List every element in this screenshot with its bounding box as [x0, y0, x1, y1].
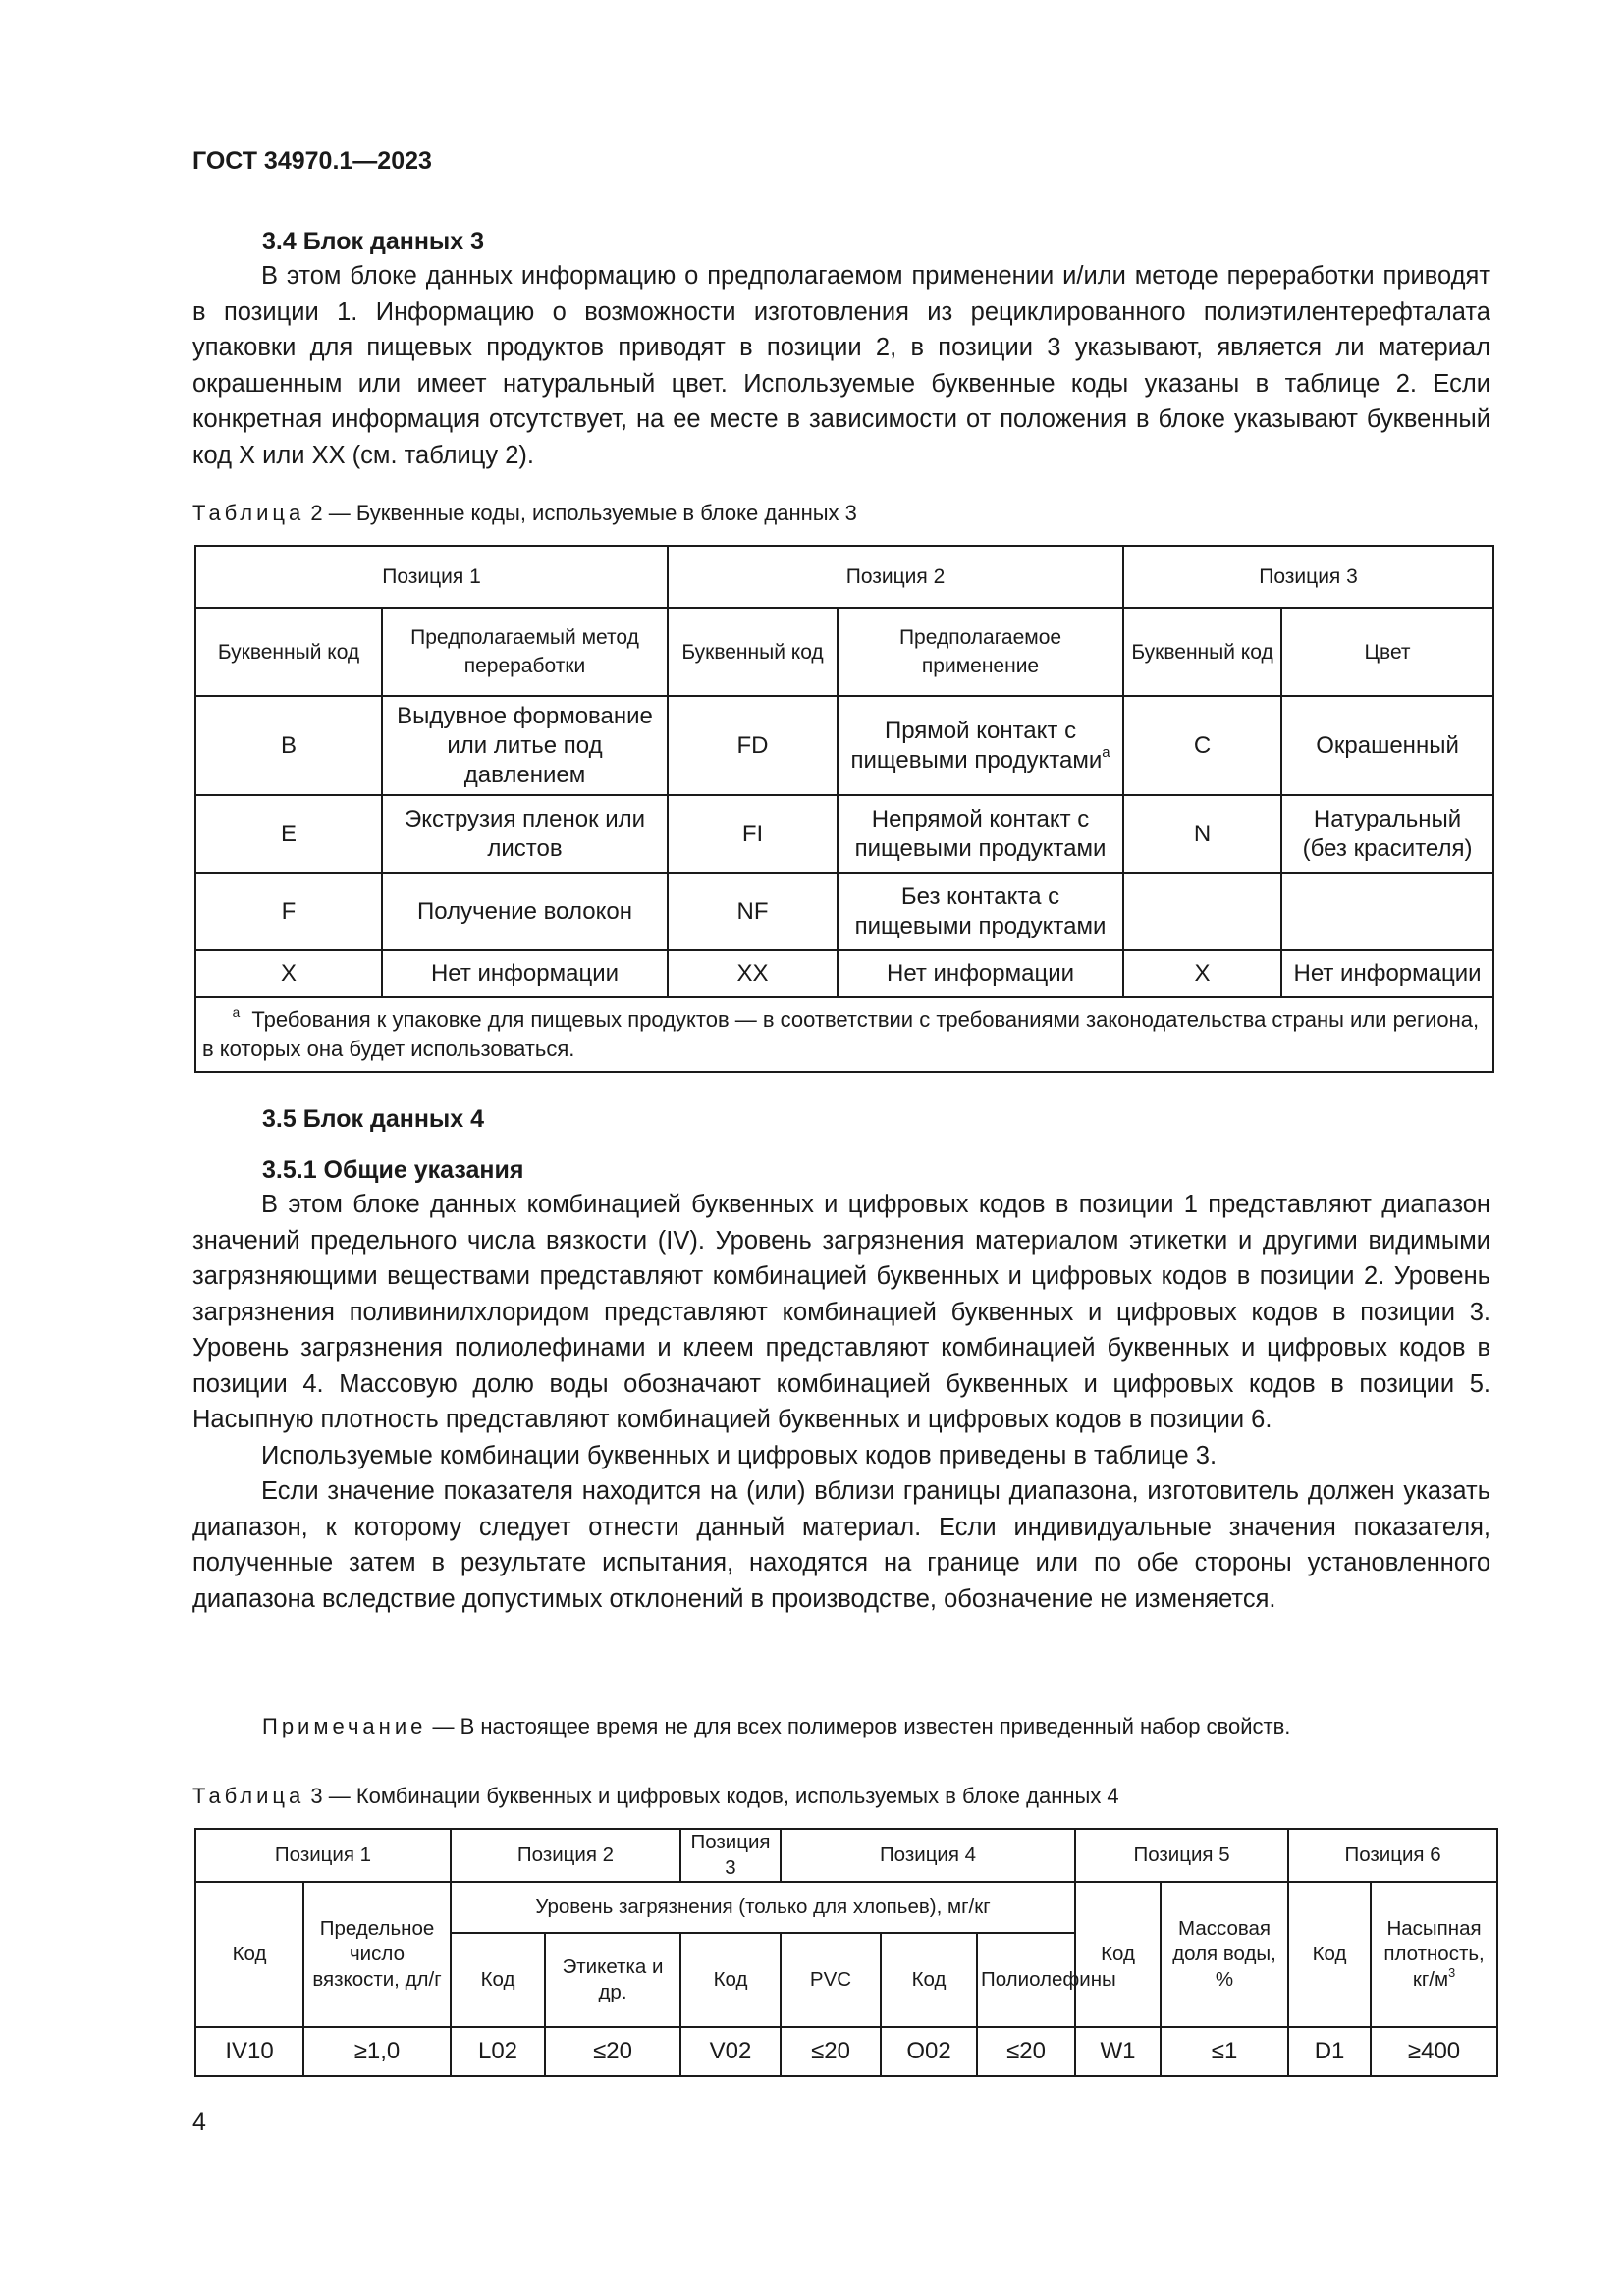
section-3-5-paragraph: В этом блоке данных комбинацией буквенных и цифровых кодов в позиции 1 представляют диапазон значений предельного числа вязкости (IV). Уровень загрязнения материалом этикетки и другими видимыми загрязняющими веществами представляют комбинацией буквенных и цифровых кодов в позиции 2. Уровень загрязнения поливинилхлоридом представляют комбинацией буквенных и цифровых кодов в позиции 3. Уровень загрязнения полиолефинами и клеем представляют комбинацией буквенных и цифровых кодов в позиции 4. Массовую долю воды обозначают комбинацией буквенных и цифровых кодов в позиции 5. Насыпную плотность представляют комбинацией буквенных и цифровых кодов в позиции 6.	[192, 1191, 1490, 1433]
table-cell: ≥400	[1371, 2027, 1497, 2076]
table2-caption-text: 2 — Буквенные коды, используемые в блоке данных 3	[304, 501, 857, 525]
table2-footnote	[195, 997, 1493, 1072]
table2-subheader: Цвет	[1281, 608, 1493, 696]
table3-header-polyolefin: Полиолефины	[977, 1933, 1075, 2027]
table-cell: ≥1,0	[303, 2027, 451, 2076]
table3-group-pos3: Позиция 3	[680, 1829, 781, 1882]
table3-group-pos1: Позиция 1	[195, 1829, 451, 1882]
superscript: 3	[1448, 1964, 1456, 1980]
table2-subheader: Буквенный код	[195, 608, 382, 696]
table-cell: Нет информации	[1281, 950, 1493, 997]
table-cell: W1	[1075, 2027, 1161, 2076]
table3-caption-word: Таблица	[192, 1784, 305, 1808]
table3-header-code: Код	[680, 1933, 781, 2027]
table-row	[195, 2027, 1497, 2076]
table3-header-label: Этикетка и др.	[545, 1933, 680, 2027]
section-3-4-paragraph: В этом блоке данных информацию о предполагаемом применении и/или методе переработки приводят в позиции 1. Информацию о возможности изготовления из рециклированного полиэтилентерефталата упаковки для пищевых продуктов приводят в позиции 2, в позиции 3 указывают, является ли материал окрашенным или имеет натуральный цвет. Используемые буквенные коды указаны в таблице 2. Если конкретная информация отсутствует, на ее месте в зависимости от положения в блоке указывают буквенный код X или XX (см. таблицу 2).	[192, 262, 1490, 469]
table-cell: NF	[668, 873, 838, 950]
table2-group-pos1: Позиция 1	[195, 546, 668, 608]
table2-subheader: Предполагаемое применение	[838, 608, 1123, 696]
table2-caption	[192, 501, 857, 526]
table-cell: N	[1123, 795, 1281, 873]
table-cell: FD	[668, 696, 838, 795]
table-cell: Нет информации	[838, 950, 1123, 997]
table3-header-code: Код	[1288, 1882, 1371, 2027]
table-cell: E	[195, 795, 382, 873]
table3-group-pos5: Позиция 5	[1075, 1829, 1288, 1882]
table-cell: ≤1	[1161, 2027, 1288, 2076]
table3-header-water: Массовая доля воды, %	[1161, 1882, 1288, 2027]
section-3-5-body	[192, 1187, 1490, 1617]
table3-group-pos4: Позиция 4	[781, 1829, 1075, 1882]
document-header: ГОСТ 34970.1—2023	[192, 147, 432, 175]
table3-header-iv: Предельное число вязкости, дл/г	[303, 1882, 451, 2027]
table2-caption-word: Таблица	[192, 501, 305, 525]
table2-group-pos2: Позиция 2	[668, 546, 1123, 608]
table2-footnote-text: Требования к упаковке для пищевых продуктов — в соответствии с требованиями законодательства страны или региона, в которых она будет использоваться.	[202, 1007, 1480, 1061]
footnote-mark: a	[232, 1005, 241, 1021]
table-cell: Экструзия пленок или листов	[382, 795, 668, 873]
table-cell: V02	[680, 2027, 781, 2076]
table-2	[194, 545, 1494, 1073]
table2-subheader: Предполагаемый метод переработки	[382, 608, 668, 696]
section-3-5-paragraph: Если значение показателя находится на (или) вблизи границы диапазона, изготовитель должен указать диапазон, к которому следует отнести данный материал. Если индивидуальные значения показателя, полученные затем в результате испытания, находятся на границе или по обе стороны установленного диапазона вследствие допустимых отклонений в производстве, обозначение не изменяется.	[192, 1477, 1490, 1613]
table3-header-code: Код	[1075, 1882, 1161, 2027]
table-cell: Получение волокон	[382, 873, 668, 950]
table-cell-text: Прямой контакт с пищевыми продуктами	[850, 717, 1103, 774]
table3-group-pos2: Позиция 2	[451, 1829, 680, 1882]
table-cell: Натуральный (без красителя)	[1281, 795, 1493, 873]
table-cell: F	[195, 873, 382, 950]
section-3-4-body	[192, 258, 1490, 473]
table-cell: IV10	[195, 2027, 303, 2076]
page-number: 4	[192, 2109, 206, 2136]
table2-subheader: Буквенный код	[1123, 608, 1281, 696]
table-cell: O02	[881, 2027, 977, 2076]
table-cell: FI	[668, 795, 838, 873]
table-cell: X	[1123, 950, 1281, 997]
table-row	[195, 795, 1493, 873]
table-cell: Без контакта с пищевыми продуктами	[838, 873, 1123, 950]
table-cell	[838, 696, 1123, 795]
table-cell	[1281, 873, 1493, 950]
table-3	[194, 1828, 1498, 2077]
table3-header-pvc: PVC	[781, 1933, 881, 2027]
table-row	[195, 873, 1493, 950]
table3-caption	[192, 1784, 1119, 1809]
table-cell: Нет информации	[382, 950, 668, 997]
table3-group-pos6: Позиция 6	[1288, 1829, 1497, 1882]
table3-header-code: Код	[881, 1933, 977, 2027]
table3-caption-text: 3 — Комбинации буквенных и цифровых кодов, используемых в блоке данных 4	[304, 1784, 1119, 1808]
table-cell: Непрямой контакт с пищевыми продуктами	[838, 795, 1123, 873]
table-row	[195, 696, 1493, 795]
table-cell: XX	[668, 950, 838, 997]
table-cell	[1123, 873, 1281, 950]
note-word: Примечание	[262, 1714, 427, 1738]
table3-header-code: Код	[451, 1933, 545, 2027]
table2-group-pos3: Позиция 3	[1123, 546, 1493, 608]
table-cell: X	[195, 950, 382, 997]
table-cell: C	[1123, 696, 1281, 795]
table3-header-code: Код	[195, 1882, 303, 2027]
table-cell: Окрашенный	[1281, 696, 1493, 795]
section-3-5-title: 3.5 Блок данных 4	[262, 1105, 485, 1133]
section-3-5-paragraph: Используемые комбинации буквенных и цифровых кодов приведены в таблице 3.	[261, 1441, 1218, 1469]
table3-header-contamination: Уровень загрязнения (только для хлопьев), мг/кг	[451, 1882, 1075, 1933]
table-cell: ≤20	[977, 2027, 1075, 2076]
footnote-mark: a	[1102, 745, 1110, 762]
table-cell: Выдувное формование или литье под давлением	[382, 696, 668, 795]
section-3-5-1-title: 3.5.1 Общие указания	[262, 1156, 524, 1184]
table-cell: ≤20	[781, 2027, 881, 2076]
table-cell: L02	[451, 2027, 545, 2076]
note	[262, 1714, 1290, 1739]
table3-header-density-text: Насыпная плотность, кг/м	[1383, 1917, 1485, 1991]
table2-subheader: Буквенный код	[668, 608, 838, 696]
note-text: — В настоящее время не для всех полимеров известен приведенный набор свойств.	[426, 1714, 1291, 1738]
table3-header-density	[1371, 1882, 1497, 2027]
table-row	[195, 950, 1493, 997]
section-3-4-title: 3.4 Блок данных 3	[262, 228, 485, 255]
table-cell: D1	[1288, 2027, 1371, 2076]
table-cell: B	[195, 696, 382, 795]
table-cell: ≤20	[545, 2027, 680, 2076]
